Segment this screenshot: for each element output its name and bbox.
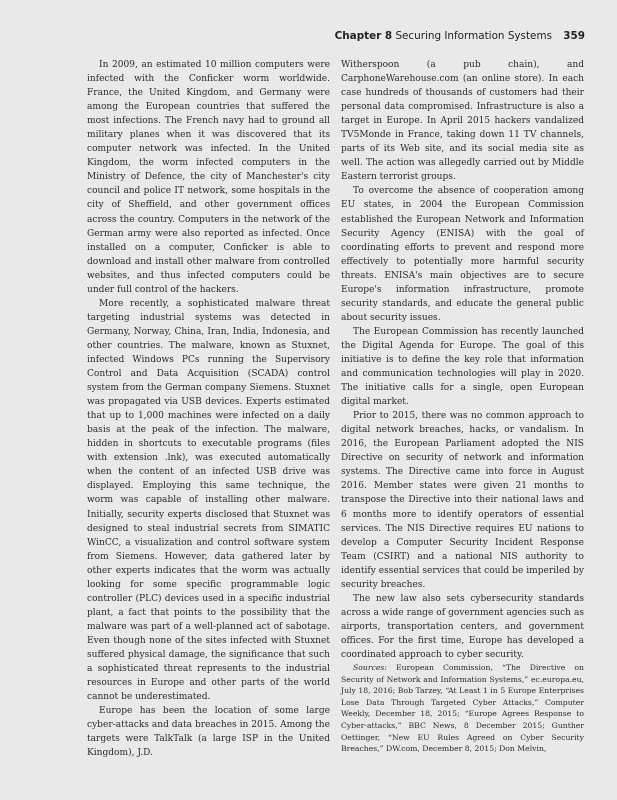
paragraph: To overcome the absence of cooperation among EU states, in 2004 the European Commission established the European Network and Information Security Agency (ENISA) with the goal of coordinating efforts to prevent and respond more effectively to potentially more harmful security threats. ENISA's main objectives are to secure Europe's information infrastructure, promote security standards, and educate the general public about security issues. [341,186,584,323]
paragraph: Prior to 2015, there was no common approach to digital network breaches, hacks, or vandalism. In 2016, the European Parliament adopted the NIS Directive on security of network and information systems. The Directive came into force in August 2016. Member states were given 21 months to transpose the Directive into their national laws and 6 months more to identify operators of essential services. The NIS Directive requires EU nations to develop a Computer Security Incident Response Team (CSIRT) and a national NIS authority to identify essential services that could be imperiled by security breaches. [341,411,584,590]
paragraph-continued: Witherspoon (a pub chain), and CarphoneWarehouse.com (an online store). In each case hundreds of thousands of customers had their personal data compromised. Infrastructure is also a target in Europe. In April 2015 hackers vandalized TV5Monde in France, taking down 11 TV channels, parts of its Web site, and its social media site as well. The action was allegedly carried out by Middle Eastern terrorist groups. [341,60,584,183]
left-column [87,58,330,760]
chapter-label: Chapter 8 [334,30,393,42]
page-number: 359 [563,30,585,42]
sources-note [341,662,584,755]
paragraph: Europe has been the location of some large cyber-attacks and data breaches in 2015. Among the targets were TalkTalk (a large ISP in the United Kingdom), J.D. [87,706,330,759]
paragraph: More recently, a sophisticated malware threat targeting industrial systems was detected in Germany, Norway, China, Iran, India, Indonesia, and other countries. The malware, known as Stuxnet, infected Windows PCs running the Supervisory Control and Data Acquisition (SCADA) control system from the German company Siemens. Stuxnet was propagated via USB devices. Experts estimated that up to 1,000 machines were infected on a daily basis at the peak of the infection. The malware, hidden in shortcuts to executable programs (files with extension .lnk), was executed automatically when the content of an infected USB drive was displayed. Employing this same technique, the worm was capable of installing other malware. Initially, security experts disclosed that Stuxnet was designed to steal industrial secrets from SIMATIC WinCC, a visualization and control software system from Siemens. However, data gathered later by other experts indicates that the worm was actually looking for some specific programmable logic controller (PLC) devices used in a specific industrial plant, a fact that points to the possibility that the malware was part of a well-planned act of sabotage. Even though none of the sites infected with Stuxnet suffered physical damage, the significance that such a sophisticated threat represents to the industrial resources in Europe and other parts of the world cannot be underestimated. [87,298,330,703]
paragraph: In 2009, an estimated 10 million computers were infected with the Conficker worm worldwide. France, the United Kingdom, and Germany were among the European countries that suffered the most infections. The French navy had to ground all military planes when it was discovered that its computer network was infected. In the United Kingdom, the worm infected computers in the Ministry of Defence, the city of Manchester's city council and police IT network, some hospitals in the city of Sheffield, and other government offices across the country. Computers in the network of the German army were also reported as infected. Once installed on a computer, Conficker is able to download and install other malware from controlled websites, and thus infected computers could be under full control of the hackers. [87,60,330,295]
sources-label: Sources: [353,663,387,673]
right-column [341,58,584,755]
paragraph: The new law also sets cybersecurity standards across a wide range of government agencies such as airports, transportation centers, and government offices. For the first time, Europe has developed a coordinated approach to cyber security. [341,593,584,660]
sources-text: European Commission, “The Directive on Security of Network and Information Systems,” ec.europa.eu, July 18, 2016; Bob Tarzey, “At Least 1 in 5 Europe Enterprises Lose Data Through Targeted Cyber Attacks,” Computer Weekly, December 18, 2015; “Europe Agrees Response to Cyber-attacks,” BBC News, 8 December 2015; Gunther Oettinger, “New EU Rules Agreed on Cyber Security Breaches,” DW.com, December 8, 2015; Don Melvin, [341,663,584,754]
paragraph: The European Commission has recently launched the Digital Agenda for Europe. The goal of this initiative is to define the key role that information and communication technologies will play in 2020. The initiative calls for a single, open European digital market. [341,326,584,408]
running-header [335,30,585,42]
chapter-title: Securing Information Systems [395,30,552,42]
